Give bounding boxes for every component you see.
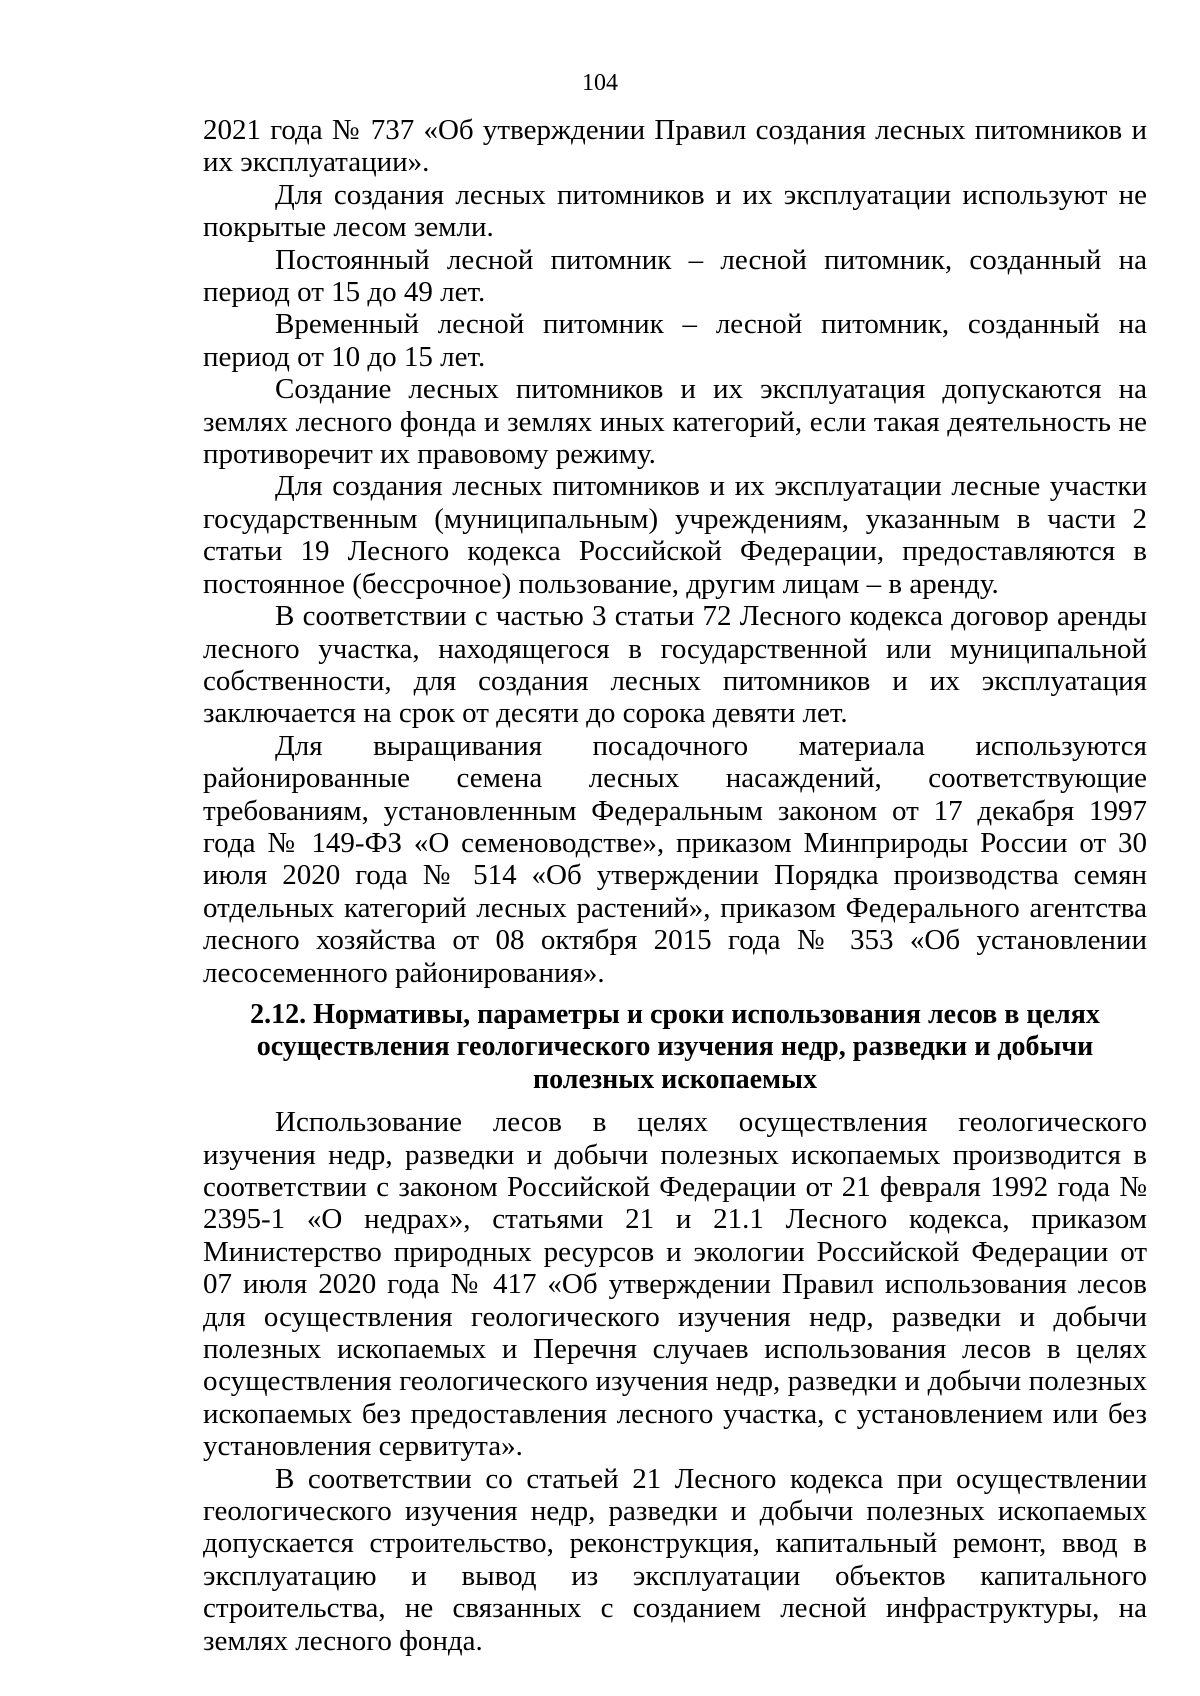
paragraph: В соответствии со статьей 21 Лесного кодекса при осуществлении геологического изучения недр, разведки и добычи полезных ископаемых допускается строительство, реконструкция, капитальный ремонт, ввод в эксплуатацию и вывод из эксплуатации объектов капитального строительства, не связанных с созданием лесной инфраструктуры, на землях лесного фонда.: [203, 1462, 1147, 1657]
section-heading-line: осуществления геологического изучения недр, разведки и добычи: [256, 1031, 1094, 1063]
paragraph: Постоянный лесной питомник – лесной питомник, созданный на период от 15 до 49 лет.: [203, 243, 1147, 309]
section-heading-line: 2.12. Нормативы, параметры и сроки использования лесов в целях: [250, 998, 1100, 1030]
page-number: 104: [582, 70, 618, 96]
paragraph: В соответствии с частью 3 статьи 72 Лесного кодекса договор аренды лесного участка, находящегося в государственной или муниципальной собственности, для создания лесных питомников и их эксплуатация заключается на срок от десяти до сорока девяти лет.: [203, 600, 1147, 730]
section-heading: [203, 999, 1147, 1096]
paragraph: Для создания лесных питомников и их эксплуатации используют не покрытые лесом земли.: [203, 178, 1147, 244]
paragraph: Использование лесов в целях осуществления геологического изучения недр, разведки и добычи полезных ископаемых производится в соответствии с законом Российской Федерации от 21 февраля 1992 года № 2395-1 «О недрах», статьями 21 и 21.1 Лесного кодекса, приказом Министерство природных ресурсов и экологии Российской Федерации от 07 июля 2020 года № 417 «Об утверждении Правил использования лесов для осуществления геологического изучения недр, разведки и добычи полезных ископаемых и Перечня случаев использования лесов в целях осуществления геологического изучения недр, разведки и добычи полезных ископаемых без предоставления лесного участка, с установлением или без установления сервитута».: [203, 1106, 1147, 1463]
paragraph: Временный лесной питомник – лесной питомник, созданный на период от 10 до 15 лет.: [203, 308, 1147, 373]
section-heading-line: полезных ископаемых: [533, 1063, 817, 1095]
paragraph: Для создания лесных питомников и их эксплуатации лесные участки государственным (муниципальным) учреждениям, указанным в части 2 статьи 19 Лесного кодекса Российской Федерации, предоставляются в постоянное (бессрочное) пользование, другим лицам – в аренду.: [203, 470, 1147, 600]
paragraph: 2021 года № 737 «Об утверждении Правил создания лесных питомников и их эксплуатации».: [203, 114, 1147, 179]
paragraph: Создание лесных питомников и их эксплуатация допускаются на землях лесного фонда и землях иных категорий, если такая деятельность не противоречит их правовому режиму.: [203, 373, 1147, 471]
document-body: [203, 114, 1147, 1657]
paragraph: Для выращивания посадочного материала используются районированные семена лесных насаждений, соответствующие требованиям, установленным Федеральным законом от 17 декабря 1997 года № 149-ФЗ «О семеноводстве», приказом Минприроды России от 30 июля 2020 года № 514 «Об утверждении Порядка производства семян отдельных категорий лесных растений», приказом Федерального агентства лесного хозяйства от 08 октября 2015 года № 353 «Об установлении лесосеменного районирования».: [203, 729, 1147, 989]
